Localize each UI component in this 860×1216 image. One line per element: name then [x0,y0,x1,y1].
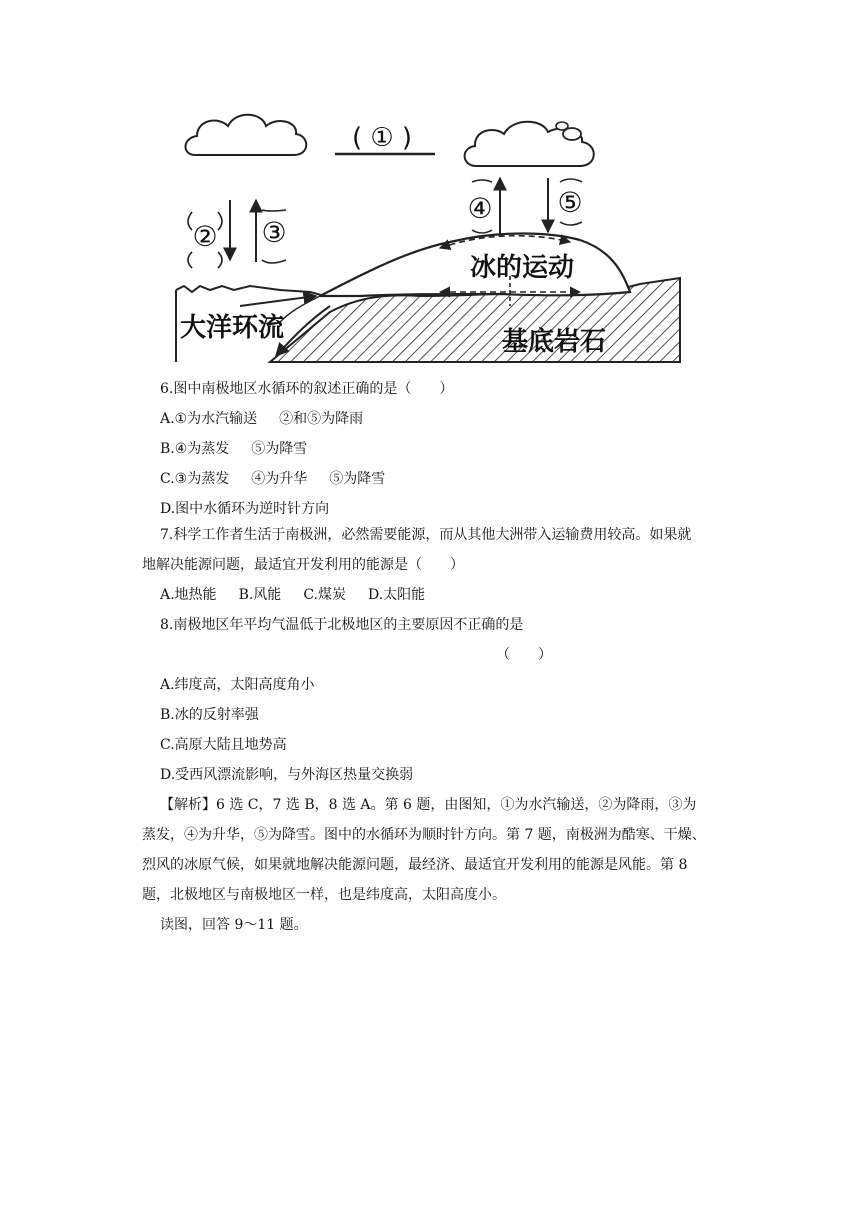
q6-c-part2: ④为升华 [251,471,308,487]
q8-stem: 8.南极地区年平均气温低于北极地区的主要原因不正确的是 [160,617,524,633]
q7-stem-line2: 地解决能源问题，最适宜开发利用的能源是（ ） [142,557,464,573]
q7-option-c: C.煤炭 [303,587,346,603]
q6-option-d: D.图中水循环为逆时针方向 [160,501,330,517]
label-2: ② [192,220,218,253]
q6-a-part2: ②和⑤为降雨 [279,411,364,427]
analysis-line5: 读图，回答 9～11 题。 [160,917,308,933]
analysis-line1: 【解析】6 选 C，7 选 B，8 选 A。第 6 题，由图知，①为水汽输送，②为降雨，③为 [160,797,697,813]
q6-option-b [160,434,730,464]
left-cloud [185,115,306,155]
water-cycle-diagram [170,100,690,370]
diagram-svg [170,100,690,370]
q7-option-b: B.风能 [238,587,282,603]
analysis-line2: 蒸发，④为升华，⑤为降雪。图中的水循环为顺时针方向。第 7 题，南极洲为酷寒、干燥、 [142,827,706,843]
question-7 [142,520,730,610]
q7-option-d: D.太阳能 [367,587,426,603]
ocean-label: 大洋环流 [179,313,285,343]
question-6 [160,374,730,524]
q8-option-d: D.受西风漂流影响，与外海区热量交换弱 [160,767,414,783]
arrows-2-3 [188,200,287,268]
ice-sheet [320,234,630,307]
analysis-line3: 烈风的冰原气候，如果就地解决能源问题，最经济、最适宜开发利用的能源是风能。第 8 [142,857,688,873]
question-8 [160,610,730,790]
q6-b-part1: B.④为蒸发 [160,441,230,457]
label-5: ⑤ [557,186,583,219]
bedrock-label: 基底岩石 [501,327,607,357]
q8-option-a: A.纬度高，太阳高度角小 [160,677,315,693]
q7-options [142,580,730,610]
q6-stem: 6.图中南极地区水循环的叙述正确的是（ ） [160,381,454,397]
analysis-section [142,790,730,940]
q6-c-part1: C.③为蒸发 [160,471,230,487]
label-4: ④ [467,192,493,225]
right-cloud [465,122,594,166]
label-3: ③ [261,216,287,249]
q8-paren: （ ） [496,647,552,663]
ice-label: 冰的运动 [469,253,575,283]
analysis-line4: 题，北极地区与南极地区一样，也是纬度高，太阳高度小。 [142,887,506,903]
label-1: ( ① ) [351,123,413,153]
q7-option-a: A.地热能 [160,587,217,603]
q7-stem-line1: 7.科学工作者生活于南极洲，必然需要能源，而从其他大洲带入运输费用较高。如果就 [160,527,692,543]
arrow-1-label [335,123,435,154]
q6-a-part1: A.①为水汽输送 [160,411,258,427]
q6-c-part3: ⑤为降雪 [329,471,386,487]
arrows-4-5 [467,178,582,240]
q8-option-b: B.冰的反射率强 [160,707,259,723]
q8-option-c: C.高原大陆且地势高 [160,737,287,753]
q6-option-a [160,404,730,434]
q6-option-c [160,464,730,494]
q6-b-part2: ⑤为降雪 [251,441,308,457]
